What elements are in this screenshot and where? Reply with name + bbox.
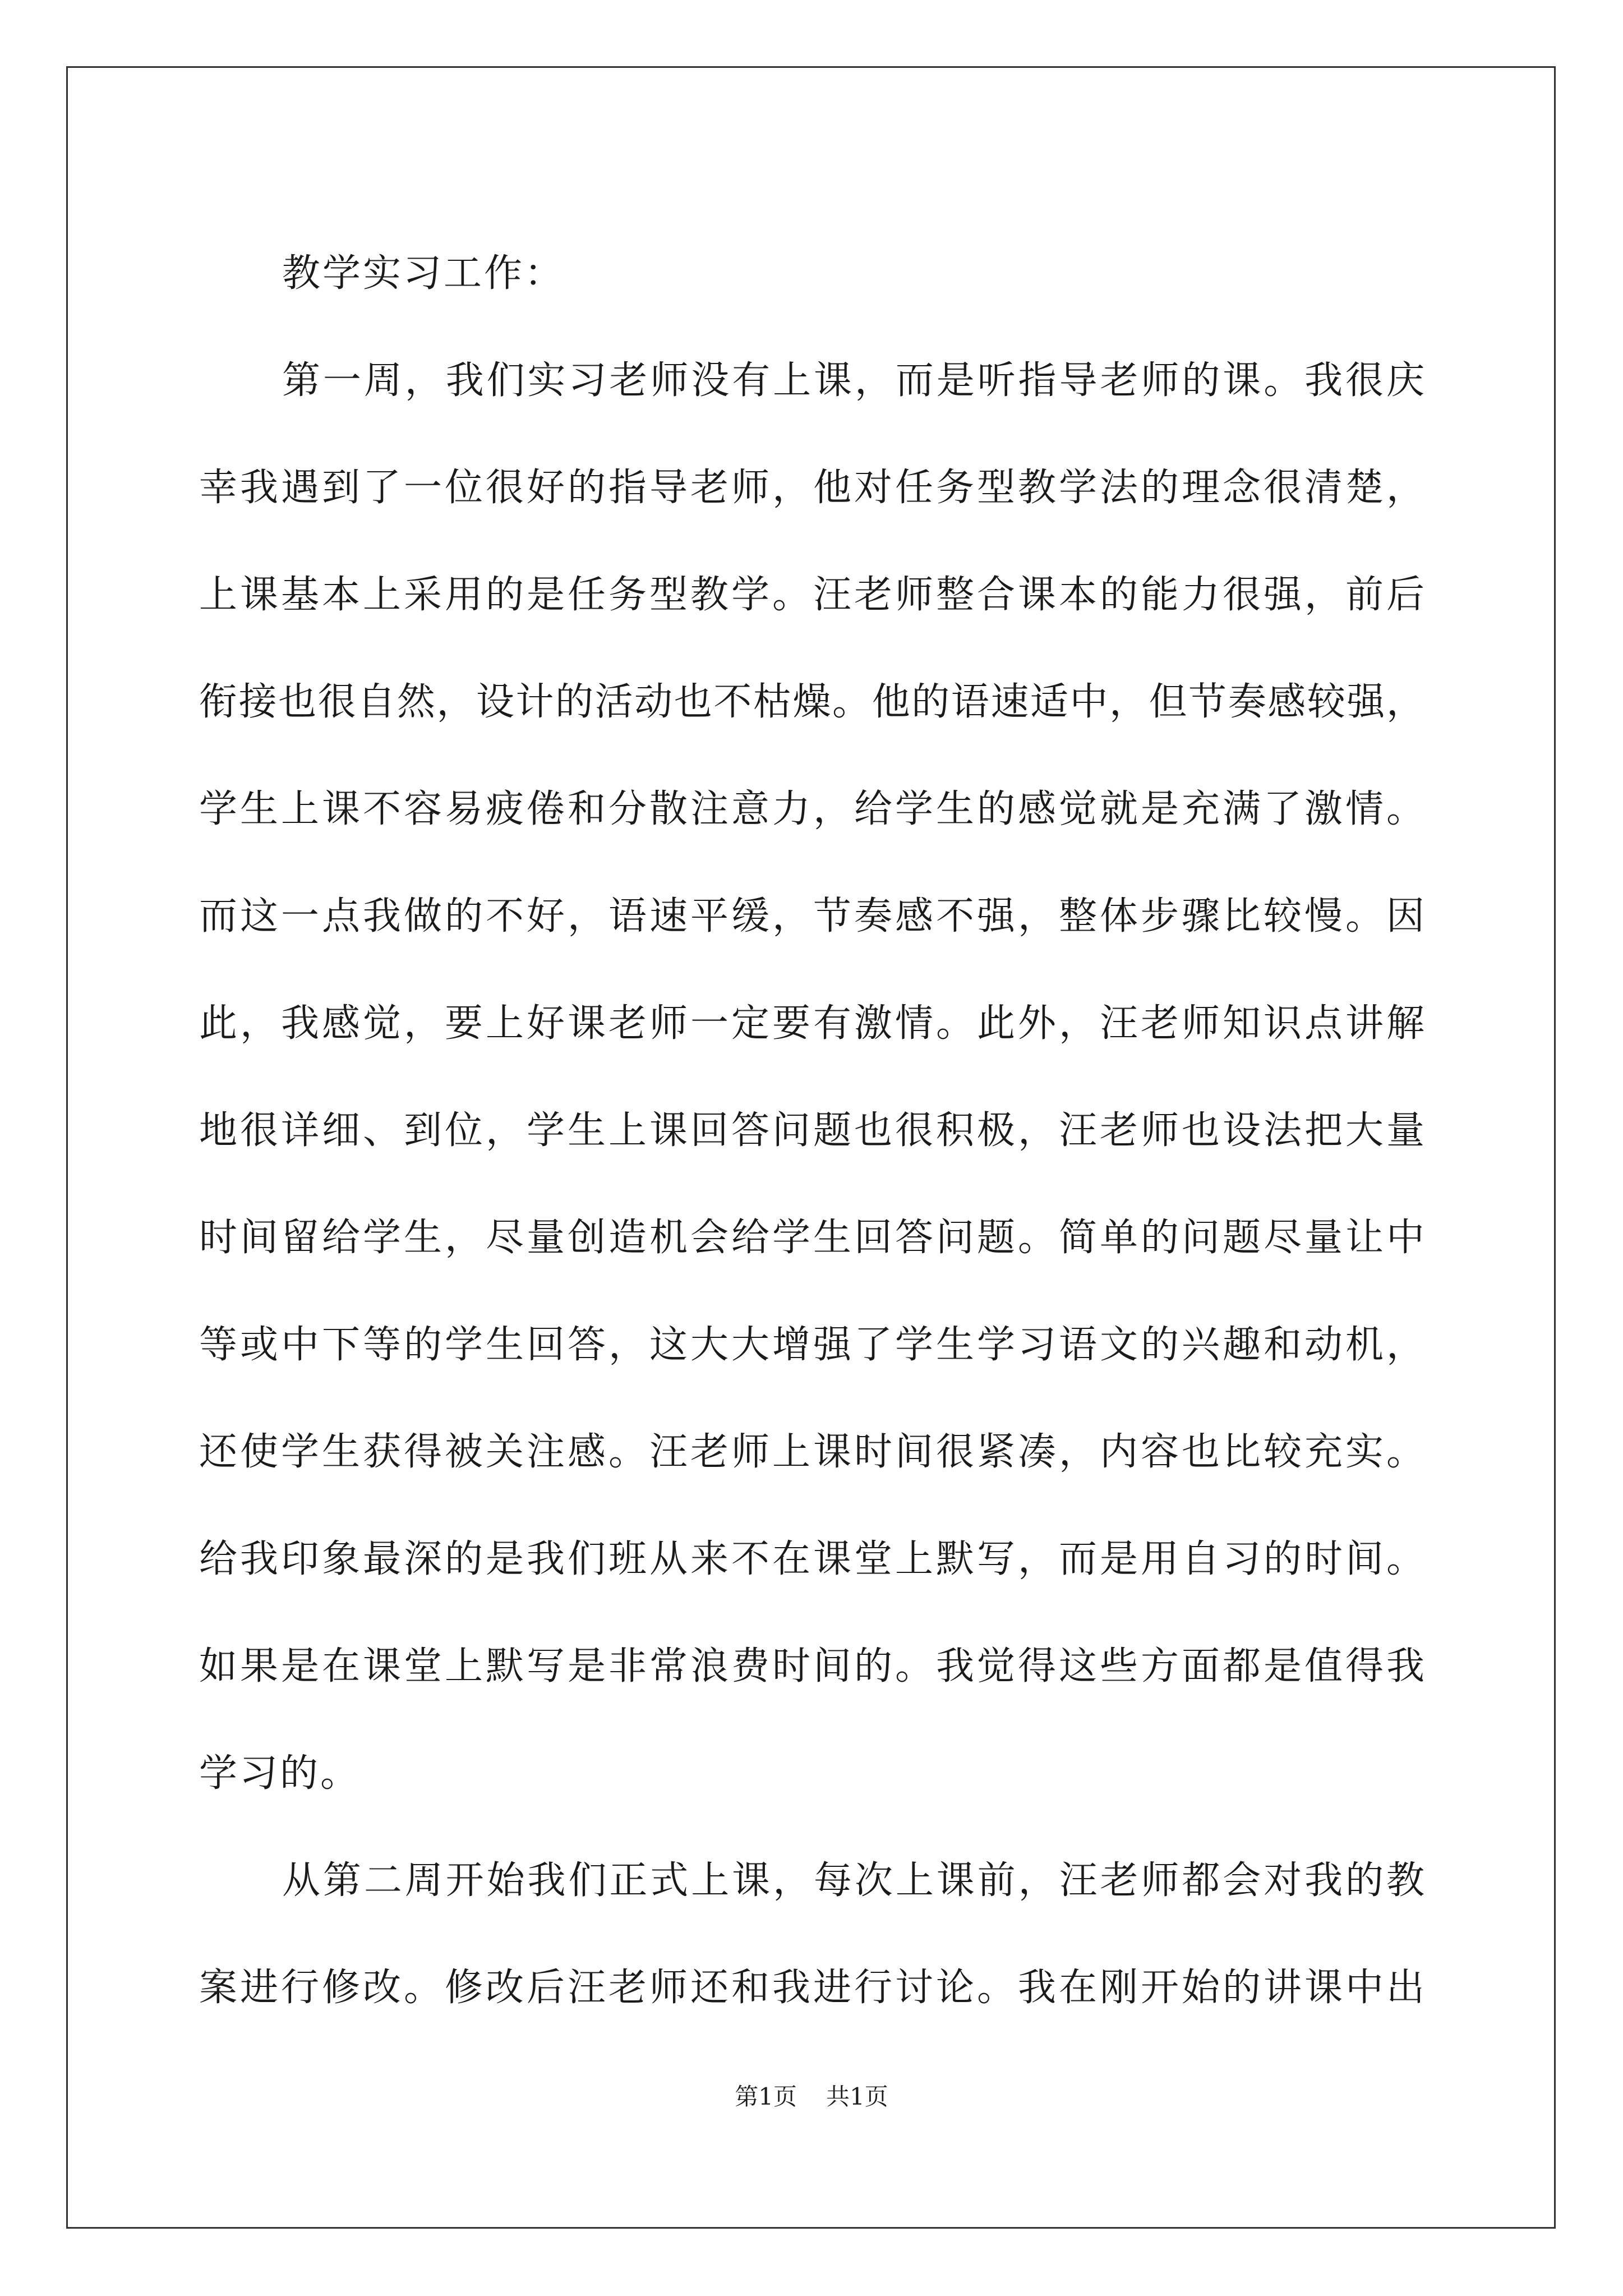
text-line: 幸我遇到了一位很好的指导老师，他对任务型教学法的理念很清楚，	[199, 466, 1424, 510]
text-line: 案进行修改。修改后汪老师还和我进行讨论。我在刚开始的讲课中出	[199, 1966, 1424, 2010]
page-number: 第1页	[735, 2083, 797, 2110]
text-line: 等或中下等的学生回答，这大大增强了学生学习语文的兴趣和动机，	[199, 1323, 1424, 1367]
text-line: 从第二周开始我们正式上课，每次上课前，汪老师都会对我的教	[282, 1858, 1424, 1903]
text-line: 地很详细、到位，学生上课回答问题也很积极，汪老师也设法把大量	[199, 1108, 1424, 1153]
text-line: 学生上课不容易疲倦和分散注意力，给学生的感觉就是充满了激情。	[199, 787, 1424, 831]
text-line: 学习的。	[199, 1751, 361, 1796]
page-total: 共1页	[826, 2083, 888, 2110]
text-line: 而这一点我做的不好，语速平缓，节奏感不强，整体步骤比较慢。因	[199, 894, 1424, 938]
section-heading: 教学实习工作：	[282, 251, 565, 296]
text-line: 上课基本上采用的是任务型教学。汪老师整合课本的能力很强，前后	[199, 573, 1424, 617]
document-body	[199, 220, 1424, 2041]
text-line: 此，我感觉，要上好课老师一定要有激情。此外，汪老师知识点讲解	[199, 1001, 1424, 1046]
text-line: 第一周，我们实习老师没有上课，而是听指导老师的课。我很庆	[282, 358, 1424, 403]
paragraph-1	[199, 327, 1424, 1827]
text-line: 还使学生获得被关注感。汪老师上课时间很紧凑，内容也比较充实。	[199, 1430, 1424, 1474]
text-line: 如果是在课堂上默写是非常浪费时间的。我觉得这些方面都是值得我	[199, 1644, 1424, 1688]
page-footer	[0, 2080, 1623, 2114]
text-line: 给我印象最深的是我们班从来不在课堂上默写，而是用自习的时间。	[199, 1537, 1424, 1581]
paragraph-2	[199, 1827, 1424, 2041]
text-line: 衔接也很自然，设计的活动也不枯燥。他的语速适中，但节奏感较强，	[199, 680, 1424, 724]
text-line: 时间留给学生，尽量创造机会给学生回答问题。简单的问题尽量让中	[199, 1216, 1424, 1260]
